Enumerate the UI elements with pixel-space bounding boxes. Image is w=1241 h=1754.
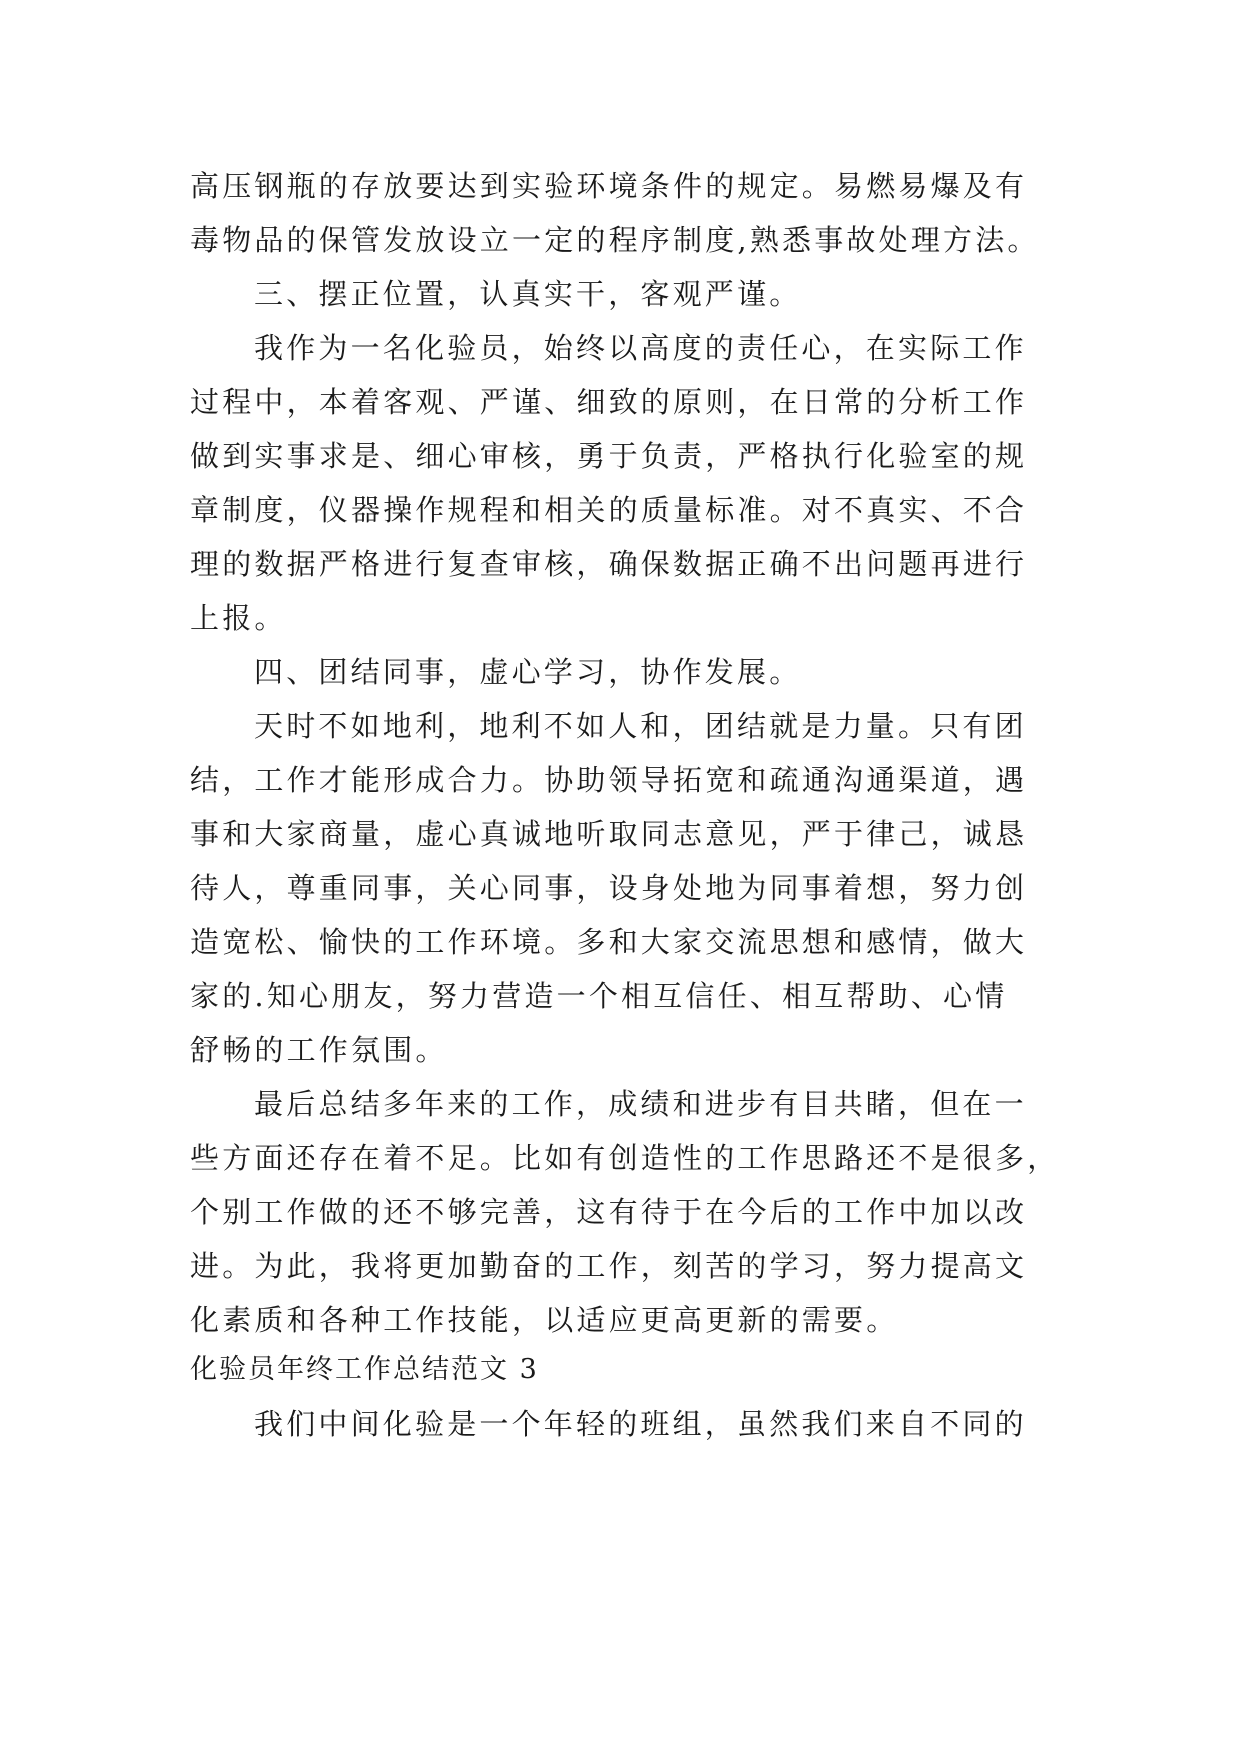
paragraph-line: 个别工作做的还不够完善，这有待于在今后的工作中加以改 [190, 1195, 1028, 1229]
paragraph-line: 我作为一名化验员，始终以高度的责任心，在实际工作 [254, 331, 1027, 365]
section-heading: 四、团结同事，虚心学习，协作发展。 [254, 655, 802, 689]
paragraph-line: 舒畅的工作氛围。 [190, 1033, 448, 1067]
paragraph-line: 进。为此，我将更加勤奋的工作，刻苦的学习，努力提高文 [190, 1249, 1028, 1283]
paragraph-line: 最后总结多年来的工作，成绩和进步有目共睹，但在一 [254, 1087, 1027, 1121]
article-title: 化验员年终工作总结范文 3 [190, 1354, 539, 1385]
paragraph-line: 上报。 [190, 601, 287, 635]
paragraph-line: 章制度，仪器操作规程和相关的质量标准。对不真实、不合 [190, 493, 1028, 527]
paragraph-line: 理的数据严格进行复查审核，确保数据正确不出问题再进行 [190, 547, 1028, 581]
paragraph-line: 事和大家商量，虚心真诚地听取同志意见，严于律己，诚恳 [190, 817, 1028, 851]
paragraph-line: 做到实事求是、细心审核，勇于负责，严格执行化验室的规 [190, 439, 1028, 473]
paragraph-line: 待人，尊重同事，关心同事，设身处地为同事着想，努力创 [190, 871, 1028, 905]
paragraph-line: 些方面还存在着不足。比如有创造性的工作思路还不是很多， [190, 1141, 1060, 1175]
paragraph-line: 化素质和各种工作技能，以适应更高更新的需要。 [190, 1303, 899, 1337]
paragraph-line: 结，工作才能形成合力。协助领导拓宽和疏通沟通渠道，遇 [190, 763, 1028, 797]
paragraph-line: 过程中，本着客观、严谨、细致的原则，在日常的分析工作 [190, 385, 1028, 419]
paragraph-line: 我们中间化验是一个年轻的班组，虽然我们来自不同的 [254, 1407, 1027, 1441]
paragraph-line: 天时不如地利，地利不如人和，团结就是力量。只有团 [254, 709, 1027, 743]
paragraph-line: 高压钢瓶的存放要达到实验环境条件的规定。易燃易爆及有 [190, 169, 1028, 203]
paragraph-line: 家的.知心朋友，努力营造一个相互信任、相互帮助、心情 [190, 979, 1008, 1013]
paragraph-line: 造宽松、愉快的工作环境。多和大家交流思想和感情，做大 [190, 925, 1028, 959]
paragraph-line: 毒物品的保管发放设立一定的程序制度,熟悉事故处理方法。 [190, 223, 1040, 257]
section-heading: 三、摆正位置，认真实干，客观严谨。 [254, 277, 802, 311]
